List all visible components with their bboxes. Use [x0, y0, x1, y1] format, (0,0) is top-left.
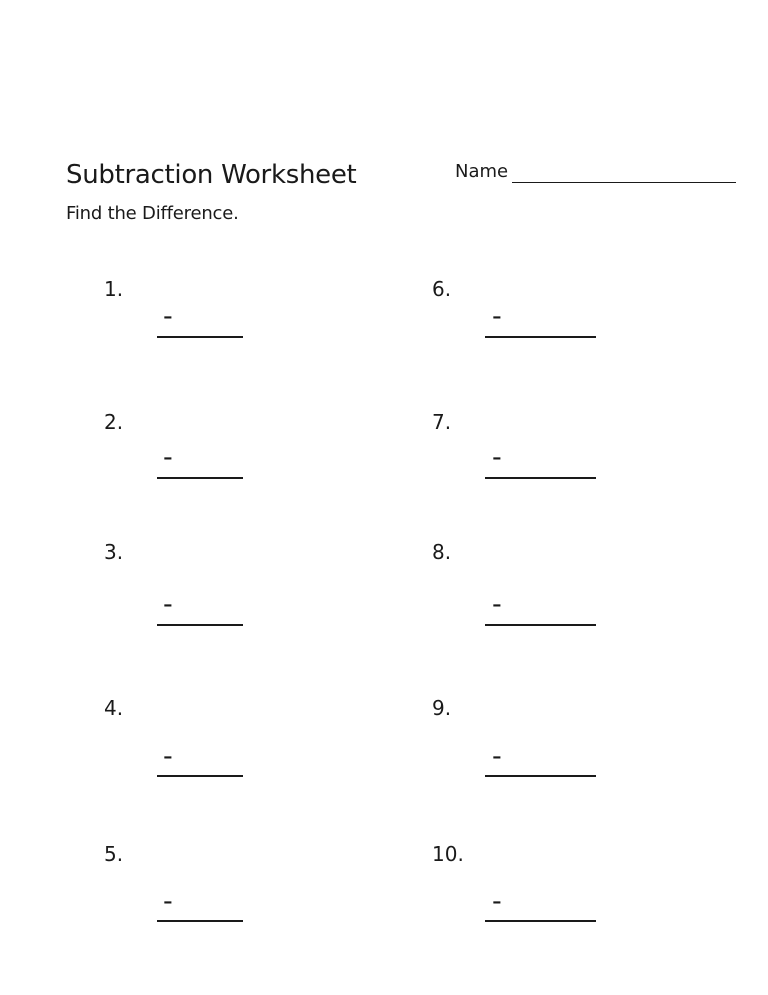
minus-sign: -	[163, 589, 173, 620]
minus-sign: -	[492, 301, 502, 332]
problem-number: 2.	[104, 410, 124, 434]
answer-line	[485, 477, 596, 479]
problem-number: 6.	[432, 277, 452, 301]
answer-line	[157, 624, 243, 626]
worksheet-instructions: Find the Difference.	[66, 203, 239, 224]
problem-number: 9.	[432, 696, 452, 720]
name-label: Name	[455, 161, 509, 182]
worksheet-title: Subtraction Worksheet	[66, 160, 357, 190]
answer-line	[485, 624, 596, 626]
minus-sign: -	[163, 301, 173, 332]
problem-number: 3.	[104, 540, 124, 564]
answer-line	[485, 775, 596, 777]
answer-line	[485, 336, 596, 338]
name-field	[455, 161, 736, 183]
problem-number: 5.	[104, 842, 124, 866]
minus-sign: -	[163, 741, 173, 772]
answer-line	[157, 336, 243, 338]
minus-sign: -	[492, 741, 502, 772]
minus-sign: -	[492, 886, 502, 917]
minus-sign: -	[163, 442, 173, 473]
name-blank-line	[512, 182, 736, 183]
minus-sign: -	[163, 886, 173, 917]
answer-line	[157, 477, 243, 479]
problem-number: 7.	[432, 410, 452, 434]
problem-number: 8.	[432, 540, 452, 564]
minus-sign: -	[492, 589, 502, 620]
problem-number: 10.	[432, 842, 464, 866]
answer-line	[485, 920, 596, 922]
minus-sign: -	[492, 442, 502, 473]
problem-number: 1.	[104, 277, 124, 301]
answer-line	[157, 920, 243, 922]
answer-line	[157, 775, 243, 777]
problem-number: 4.	[104, 696, 124, 720]
